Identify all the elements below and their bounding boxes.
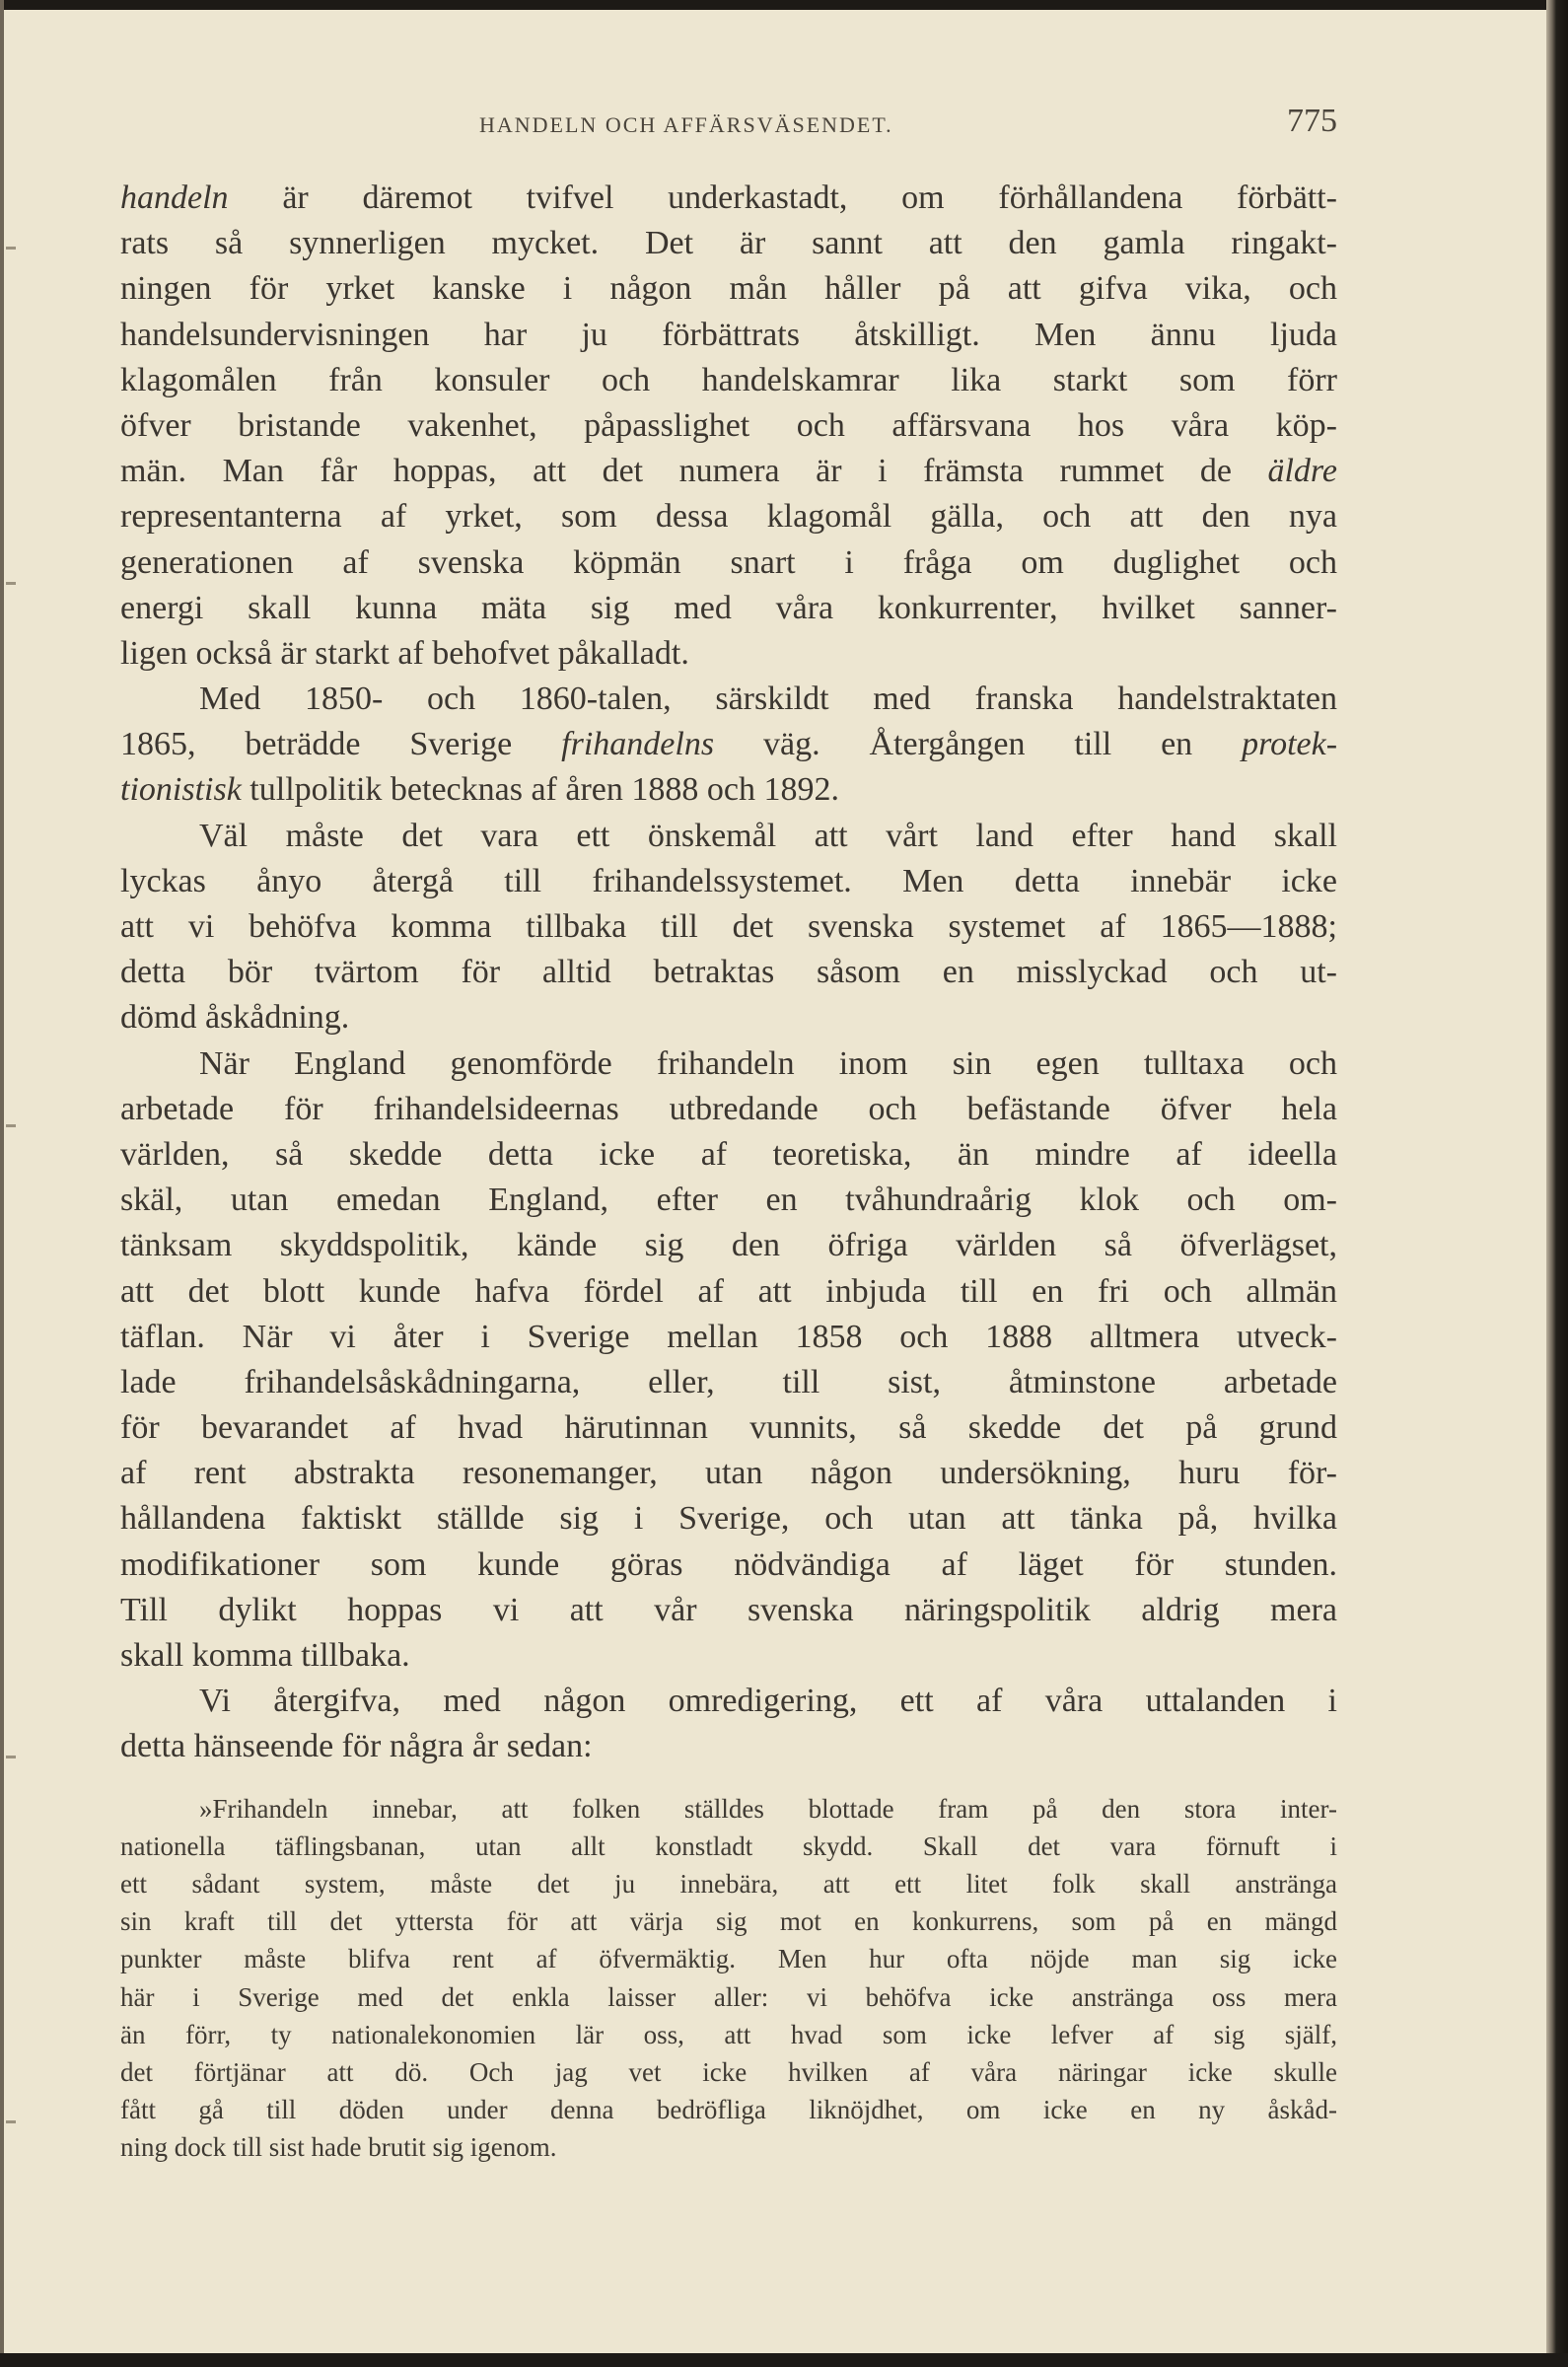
- quote-line: fått gå till döden under denna bedröfliga liknöjdhet, om icke en ny åskåd-: [120, 2095, 1337, 2125]
- quote-line: punkter måste blifva rent af öfvermäktig. Men hur ofta nöjde man sig icke: [120, 1944, 1337, 1974]
- text-line: hållandena faktiskt ställde sig i Sverige, och utan att tänka på, hvilka: [120, 1500, 1337, 1538]
- quote-line: sin kraft till det yttersta för att värja sig mot en konkurrens, som på en mängd: [120, 1906, 1337, 1937]
- italic-word: handeln: [120, 179, 229, 216]
- page-header: [479, 103, 1337, 152]
- text-line: Till dylikt hoppas vi att vår svenska näringspolitik aldrig mera: [120, 1591, 1337, 1628]
- text-line: att vi behöfva komma tillbaka till det svenska systemet af 1865—1888;: [120, 908, 1337, 945]
- text-line: för bevarandet af hvad härutinnan vunnits, så skedde det på grund: [120, 1409, 1337, 1447]
- text-line: detta hänseende för några år sedan:: [120, 1728, 593, 1765]
- paragraph-5: [120, 1679, 1337, 1769]
- italic-word: protek-: [1242, 726, 1338, 763]
- text-line: Väl måste det vara ett önskemål att vårt land efter hand skall: [199, 817, 1337, 854]
- text-line: 1865, beträdde Sverige frihandelns väg. Återgången till en protek-: [120, 726, 1338, 763]
- block-quote: [120, 1790, 1337, 2167]
- quote-line: »Frihandeln innebar, att folken ställdes blottade fram på den stora inter-: [199, 1793, 1337, 1824]
- quote-line: här i Sverige med det enkla laisser aller: vi behöfva icke anstränga oss mera: [120, 1981, 1337, 2012]
- text-line: lyckas ånyo återgå till frihandelssystemet. Men detta innebär icke: [120, 862, 1337, 899]
- quote-line: nationella täflingsbanan, utan allt konstladt skydd. Skall det vara förnuft i: [120, 1830, 1337, 1861]
- margin-mark: [6, 247, 16, 250]
- italic-word: frihandelns: [561, 726, 715, 763]
- text-line: klagomålen från konsuler och handelskamrar lika starkt som förr: [120, 361, 1337, 398]
- italic-word: tionistisk: [120, 771, 242, 809]
- text-line: Med 1850- och 1860-talen, särskildt med franska handelstraktaten: [199, 681, 1337, 718]
- paragraph-1: [120, 176, 1337, 677]
- text-line: ligen också är starkt af behofvet påkalladt.: [120, 634, 689, 672]
- running-head: HANDELN OCH AFFÄRSVÄSENDET.: [479, 112, 893, 137]
- text-line: rats så synnerligen mycket. Det är sannt att den gamla ringakt-: [120, 225, 1337, 262]
- margin-mark: [6, 1124, 16, 1127]
- text-line: arbetade för frihandelsideernas utbredande och befästande öfver hela: [120, 1090, 1337, 1127]
- text-line: energi skall kunna mäta sig med våra konkurrenter, hvilket sanner-: [120, 589, 1337, 626]
- text-line: tionistisk tullpolitik betecknas af åren 1888 och 1892.: [120, 771, 839, 809]
- text-line: män. Man får hoppas, att det numera är i främsta rummet de äldre: [120, 453, 1337, 490]
- page-number: 775: [1287, 103, 1337, 139]
- text-line: handeln är däremot tvifvel underkastadt, om förhållandena förbätt-: [120, 179, 1337, 216]
- text-line: täflan. När vi åter i Sverige mellan 1858 och 1888 alltmera utveck-: [120, 1318, 1337, 1355]
- quote-line: det förtjänar att dö. Och jag vet icke hvilken af våra näringar icke skulle: [120, 2056, 1337, 2087]
- text-line: lade frihandelsåskådningarna, eller, till sist, åtminstone arbetade: [120, 1363, 1337, 1400]
- text-line: världen, så skedde detta icke af teoretiska, än mindre af ideella: [120, 1135, 1337, 1173]
- text-line: af rent abstrakta resonemanger, utan någon undersökning, huru för-: [120, 1455, 1337, 1492]
- page-left-edge: [0, 0, 4, 2367]
- text-line: tänksam skyddspolitik, kände sig den öfriga världen så öfverlägset,: [120, 1227, 1337, 1264]
- text-line: När England genomförde frihandeln inom sin egen tulltaxa och: [199, 1044, 1337, 1082]
- paragraph-3: [120, 814, 1337, 1041]
- text-line: representanterna af yrket, som dessa klagomål gälla, och att den nya: [120, 498, 1337, 536]
- text-line: Vi återgifva, med någon omredigering, ett af våra uttalanden i: [199, 1683, 1337, 1720]
- margin-mark: [6, 1756, 16, 1758]
- margin-mark: [6, 2120, 16, 2123]
- quote-line: än förr, ty nationalekonomien lär oss, att hvad som icke lefver af sig själf,: [120, 2019, 1337, 2049]
- text-line: dömd åskådning.: [120, 999, 350, 1037]
- text-line: generationen af svenska köpmän snart i fråga om duglighet och: [120, 543, 1337, 581]
- page-bottom-edge: [0, 2353, 1568, 2367]
- text-line: handelsundervisningen har ju förbättrats åtskilligt. Men ännu ljuda: [120, 316, 1337, 353]
- quote-line: ning dock till sist hade brutit sig igenom.: [120, 2132, 557, 2163]
- body-text: [120, 176, 1337, 2166]
- quote-line: ett sådant system, måste det ju innebära, att ett litet folk skall anstränga: [120, 1868, 1337, 1899]
- text-line: att det blott kunde hafva fördel af att inbjuda till en fri och allmän: [120, 1272, 1337, 1310]
- italic-word: äldre: [1267, 453, 1337, 490]
- text-line: öfver bristande vakenhet, påpasslighet och affärsvana hos våra köp-: [120, 406, 1337, 444]
- paragraph-4: [120, 1041, 1337, 1680]
- text-line: skäl, utan emedan England, efter en tvåhundraårig klok och om-: [120, 1182, 1337, 1219]
- text-line: detta bör tvärtom för alltid betraktas såsom en misslyckad och ut-: [120, 954, 1337, 991]
- page-top-edge: [0, 0, 1568, 10]
- text-line: ningen för yrket kanske i någon mån håller på att gifva vika, och: [120, 270, 1337, 308]
- margin-mark: [6, 582, 16, 585]
- text-line: skall komma tillbaka.: [120, 1637, 410, 1674]
- page-right-edge: [1546, 0, 1568, 2367]
- paragraph-2: [120, 677, 1337, 814]
- text-line: modifikationer som kunde göras nödvändiga af läget för stunden.: [120, 1545, 1337, 1583]
